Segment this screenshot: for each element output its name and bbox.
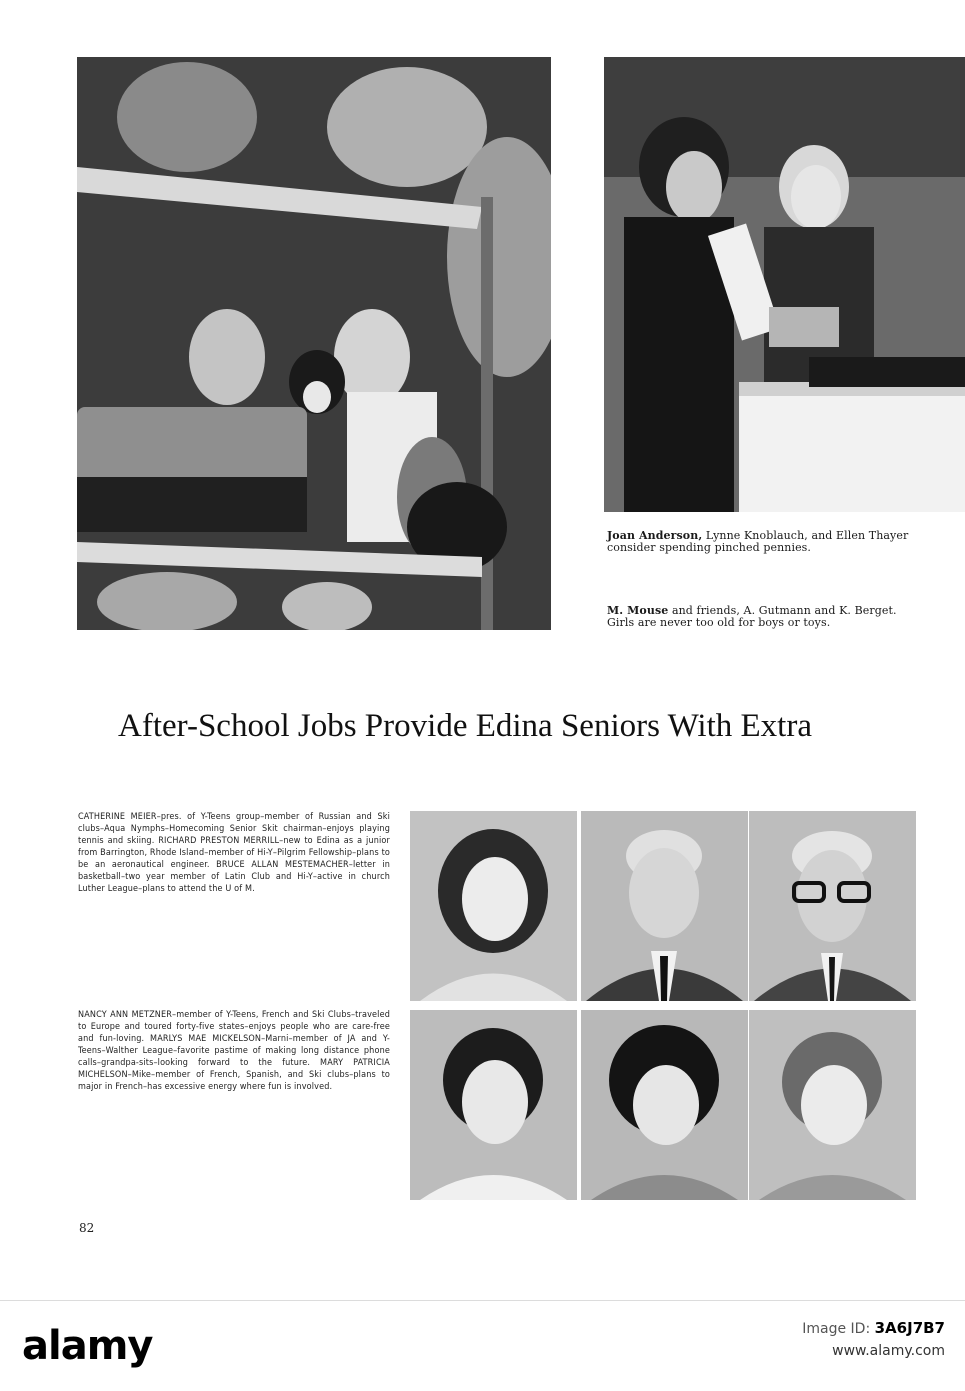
toys-caption-names: M. Mouse: [607, 604, 669, 617]
page-number: 82: [79, 1221, 95, 1235]
shopping-caption: [607, 530, 927, 554]
image-id-value: 3A6J7B7: [874, 1319, 945, 1337]
shopping-caption-names: Joan Anderson,: [607, 529, 703, 542]
image-id-label: Image ID:: [802, 1321, 871, 1337]
portrait-catherine-meier: [410, 811, 577, 1001]
portrait-bruce-mestemacher: [749, 811, 916, 1001]
portrait-richard-merrill: [581, 811, 748, 1001]
bio-block-bottom-row: NANCY ANN METZNER–member of Y-Teens, French and Ski Clubs–traveled to Europe and toured forty-five states–enjoys people who are care-free and fun-loving. MARLYS MAE MICKELSON–Marni–member of JA and Y-Teens–Walther League–favorite pastime of making long distance phone calls–grandpa-sits–looking forward to the future. MARY PATRICIA MICHELSON–Mike–member of French, Spanish, and Ski clubs–plans to major in French–has excessive energy where fun is involved.: [78, 1010, 390, 1092]
portrait-mary-michelson: [749, 1010, 916, 1200]
photo-shopping: [604, 57, 965, 512]
shopping-caption-text: Lynne Knoblauch, and Ellen Thayer consider spending pinched pennies.: [607, 529, 909, 554]
bio-block-top-row: CATHERINE MEIER–pres. of Y-Teens group–member of Russian and Ski clubs–Aqua Nymphs–Homecoming Senior Skit chairman–enjoys playing tennis and skiing. RICHARD PRESTON MERRILL–new to Edina as a junior from Barrington, Rhode Island–member of Hi-Y–Pilgrim Fellowship–plans to be an aeronautical engineer. BRUCE ALLAN MESTEMACHER–letter in basketball–two year member of Latin Club and Hi-Y–active in church Luther League–plans to attend the U of M.: [78, 812, 390, 894]
stock-watermark-footer: [0, 1300, 965, 1391]
portrait-nancy-metzner: [410, 1010, 577, 1200]
image-meta: [802, 1317, 945, 1362]
alamy-logo: alamy: [22, 1323, 153, 1369]
toys-caption-text: and friends, A. Gutmann and K. Berget. Girls are never too old for boys or toys.: [607, 604, 897, 629]
toys-caption: [607, 605, 925, 629]
page-headline: After-School Jobs Provide Edina Seniors With Extra: [118, 708, 812, 744]
portrait-marlys-mickelson: [581, 1010, 748, 1200]
photo-toy-shelves: [77, 57, 551, 630]
alamy-site-link[interactable]: www.alamy.com: [832, 1343, 945, 1359]
